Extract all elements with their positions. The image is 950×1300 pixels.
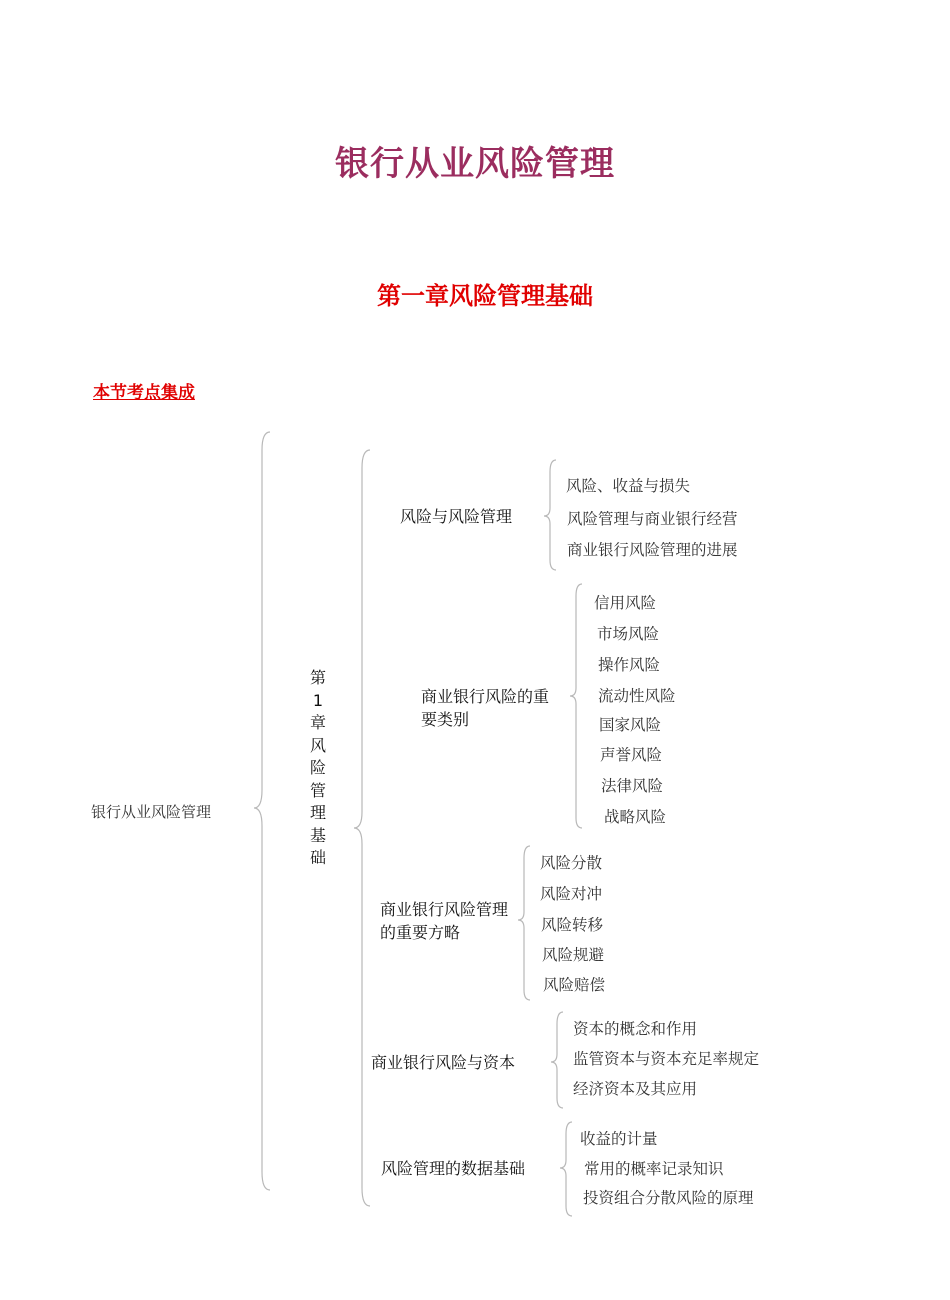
list-item: 商业银行风险管理的进展 bbox=[567, 541, 738, 559]
list-item: 投资组合分散风险的原理 bbox=[583, 1189, 754, 1207]
chapter-node: 第1章风险管理基础 bbox=[309, 668, 326, 867]
chapter-title: 第一章风险管理基础 bbox=[377, 282, 593, 310]
list-item: 市场风险 bbox=[597, 625, 660, 643]
list-item: 信用风险 bbox=[594, 594, 657, 612]
list-item: 风险分散 bbox=[540, 854, 603, 872]
list-item: 经济资本及其应用 bbox=[573, 1080, 698, 1098]
category-label: 风险与风险管理 bbox=[400, 507, 513, 526]
section-link[interactable]: 本节考点集成 bbox=[93, 383, 195, 403]
chapter-brace bbox=[354, 450, 370, 1206]
list-item: 资本的概念和作用 bbox=[573, 1020, 698, 1038]
list-item: 常用的概率记录知识 bbox=[584, 1160, 724, 1178]
document-title: 银行从业风险管理 bbox=[335, 144, 615, 184]
list-item: 战略风险 bbox=[604, 808, 667, 826]
list-item: 监管资本与资本充足率规定 bbox=[573, 1050, 760, 1068]
list-item: 风险、收益与损失 bbox=[566, 477, 691, 495]
list-item: 操作风险 bbox=[598, 656, 661, 674]
mindmap-root: 银行从业风险管理 bbox=[91, 803, 212, 821]
list-item: 声誉风险 bbox=[600, 746, 663, 764]
list-item: 风险转移 bbox=[541, 916, 604, 934]
root-brace bbox=[254, 432, 270, 1190]
list-item: 风险规避 bbox=[542, 946, 605, 964]
list-item: 流动性风险 bbox=[598, 687, 676, 705]
category-brace-4 bbox=[551, 1012, 563, 1108]
category-label: 商业银行风险与资本 bbox=[371, 1053, 516, 1072]
category-brace-5 bbox=[560, 1122, 572, 1216]
list-item: 国家风险 bbox=[599, 716, 662, 734]
list-item: 风险管理与商业银行经营 bbox=[567, 510, 738, 528]
list-item: 收益的计量 bbox=[580, 1130, 658, 1148]
list-item: 风险赔偿 bbox=[543, 976, 606, 994]
category-brace-2 bbox=[570, 584, 582, 828]
list-item: 法律风险 bbox=[601, 777, 664, 795]
category-label: 商业银行风险的重要类别 bbox=[421, 687, 550, 729]
list-item: 风险对冲 bbox=[540, 885, 603, 903]
category-label: 风险管理的数据基础 bbox=[381, 1159, 526, 1178]
category-label: 商业银行风险管理的重要方略 bbox=[380, 900, 509, 942]
category-brace-1 bbox=[544, 460, 556, 570]
